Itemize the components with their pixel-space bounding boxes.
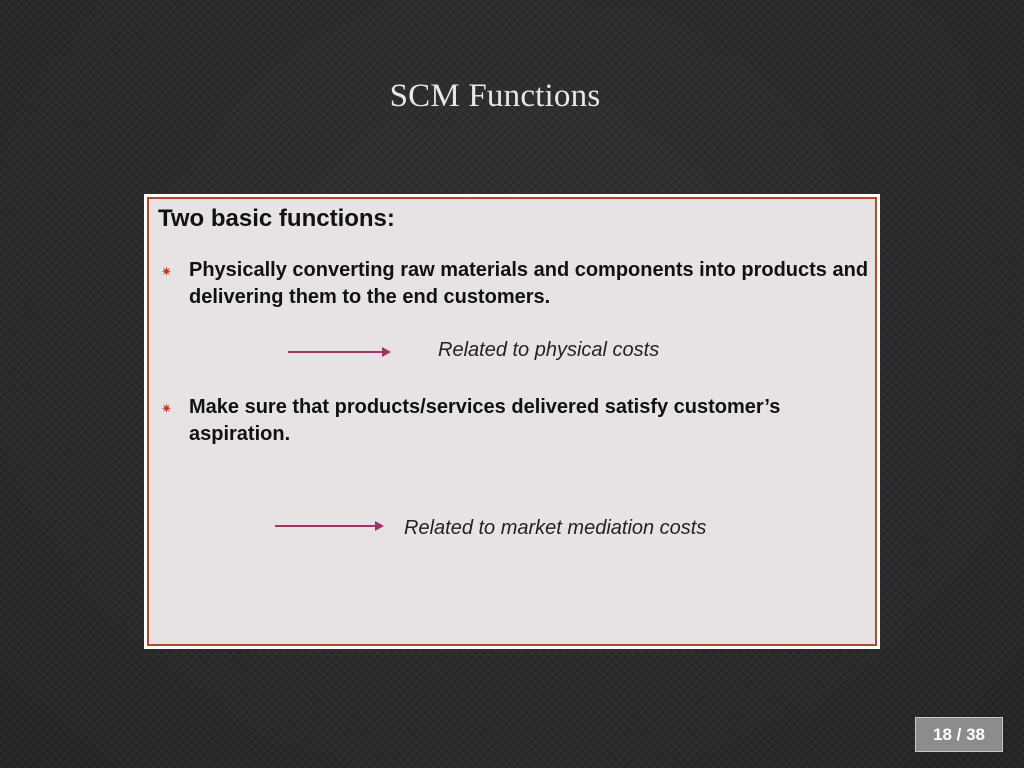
bullet-2-note: Related to market mediation costs bbox=[404, 517, 707, 539]
right-arrow-icon bbox=[288, 346, 392, 358]
bullet-1-text: Physically converting raw materials and components into products and delivering them to the end customers. bbox=[189, 259, 869, 308]
page-counter[interactable]: 18 / 38 bbox=[915, 717, 1003, 752]
asterisk-icon: ✷ bbox=[161, 265, 172, 280]
slide-title: SCM Functions bbox=[389, 78, 601, 114]
bullet-2-text: Make sure that products/services delivered satisfy customer’s aspiration. bbox=[189, 396, 781, 445]
bullet-1-note: Related to physical costs bbox=[438, 339, 660, 361]
asterisk-icon: ✷ bbox=[161, 402, 172, 417]
content-panel bbox=[147, 197, 877, 646]
right-arrow-icon bbox=[275, 520, 385, 532]
content-image bbox=[144, 194, 880, 649]
content-heading: Two basic functions: bbox=[158, 205, 395, 232]
